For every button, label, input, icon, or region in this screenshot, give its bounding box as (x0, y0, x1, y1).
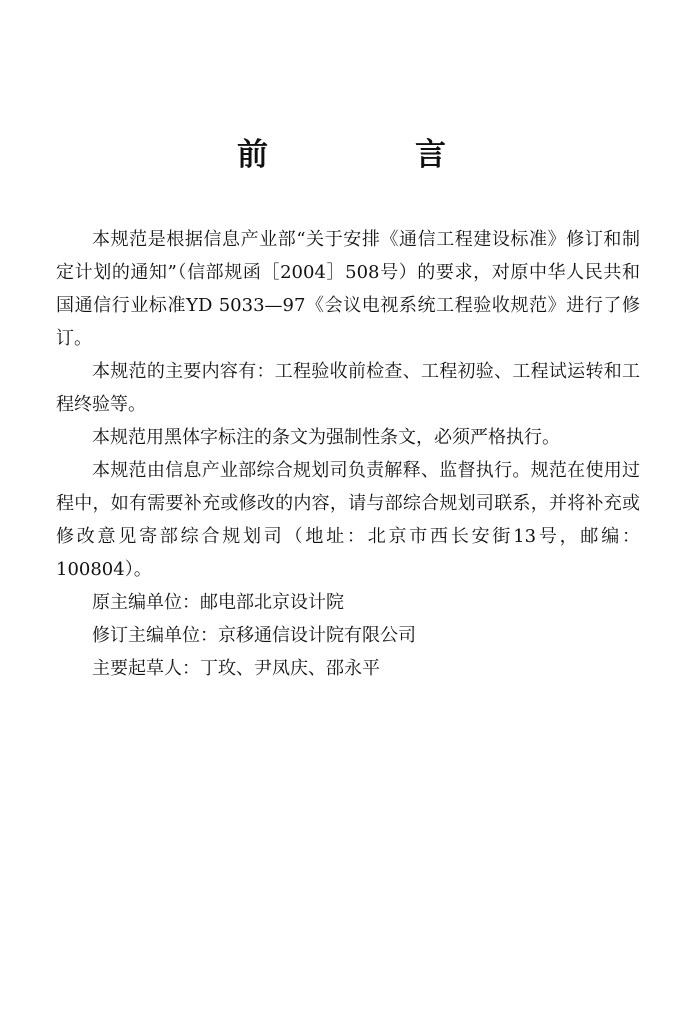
paragraph-original-editor: 原主编单位：邮电部北京设计院 (92, 592, 344, 613)
paragraph-drafters: 主要起草人：丁玫、尹凤庆、邵永平 (92, 658, 380, 679)
preface-body (56, 223, 640, 685)
page-title: 前 言 (237, 137, 504, 173)
paragraph-mandatory-clauses: 本规范用黑体字标注的条文为强制性条文，必须严格执行。 (92, 427, 560, 448)
paragraph-revision-editor: 修订主编单位：京移通信设计院有限公司 (92, 625, 416, 646)
paragraph-revision-basis: 本规范是根据信息产业部“关于安排《通信工程建设标准》修订和制定计划的通知”（信部规函［2004］508号）的要求，对原中华人民共和国通信行业标准YD 5033—97《会议电视系统工程验收规范》进行了修订。 (56, 229, 640, 349)
paragraph-interpretation: 本规范由信息产业部综合规划司负责解释、监督执行。规范在使用过程中，如有需要补充或修改的内容，请与部综合规划司联系，并将补充或修改意见寄部综合规划司（地址：北京市西长安街13号，邮编：100804）。 (56, 460, 640, 580)
paragraph-main-content: 本规范的主要内容有：工程验收前检查、工程初验、工程试运转和工程终验等。 (56, 361, 640, 415)
